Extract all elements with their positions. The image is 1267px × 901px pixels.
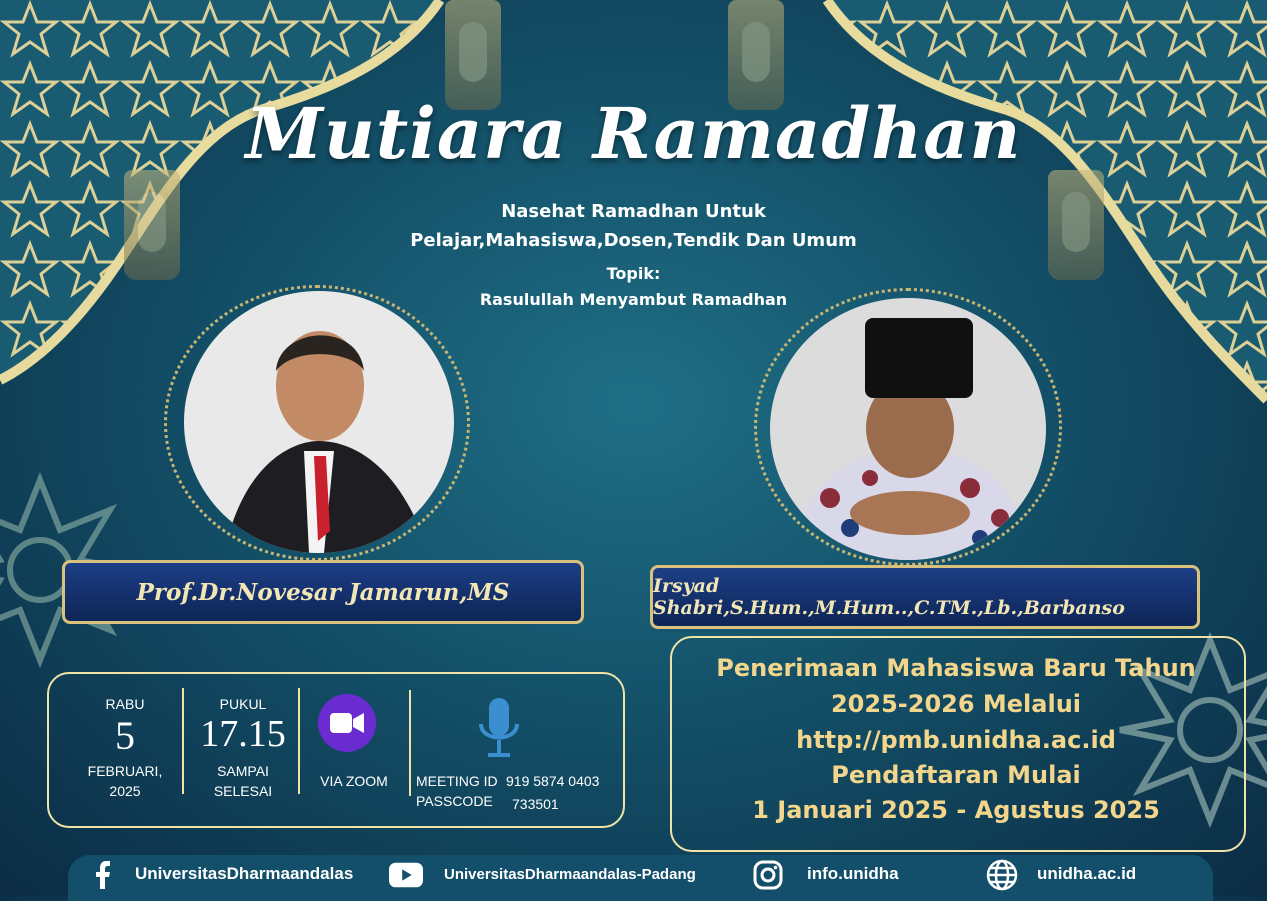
speaker-1-name-plate xyxy=(62,560,584,624)
youtube-channel[interactable]: UniversitasDharmaandalas-Padang xyxy=(444,866,696,883)
admission-line-1: Penerimaan Mahasiswa Baru Tahun xyxy=(716,654,1196,682)
time-end-line-2: SELESAI xyxy=(213,783,273,799)
time-value: 17.15 xyxy=(200,713,286,755)
topic-text: Rasulullah Menyambut Ramadhan xyxy=(479,290,788,309)
time-end-line-1: SAMPAI xyxy=(217,763,269,779)
passcode-value: 733501 xyxy=(512,796,559,812)
admission-url[interactable]: http://pmb.unidha.ac.id xyxy=(796,726,1116,754)
divider xyxy=(409,690,411,796)
speaker-1-name: Prof.Dr.Novesar Jamarun,MS xyxy=(136,578,510,606)
speaker-2-photo xyxy=(770,298,1046,560)
globe-icon[interactable] xyxy=(985,860,1019,890)
event-title: Mutiara Ramadhan xyxy=(245,92,1022,175)
divider xyxy=(182,688,184,794)
speaker-2-name-plate xyxy=(650,565,1200,629)
subtitle-line-2: Pelajar,Mahasiswa,Dosen,Tendik Dan Umum xyxy=(410,230,857,251)
date-number: 5 xyxy=(115,713,135,758)
month-label: FEBRUARI, xyxy=(87,763,163,779)
zoom-icon xyxy=(318,694,376,752)
instagram-icon[interactable] xyxy=(751,860,785,890)
admission-line-4: Pendaftaran Mulai xyxy=(831,761,1081,789)
meeting-id-value: 919 5874 0403 xyxy=(506,773,600,789)
facebook-icon[interactable] xyxy=(86,860,120,890)
youtube-icon[interactable] xyxy=(389,860,423,890)
speaker-1-photo xyxy=(184,291,454,553)
topic-label: Topik: xyxy=(606,264,661,283)
day-label: RABU xyxy=(105,696,145,712)
admission-dates: 1 Januari 2025 - Agustus 2025 xyxy=(752,796,1160,824)
passcode-label: PASSCODE xyxy=(416,793,493,809)
facebook-handle[interactable]: UniversitasDharmaandalas xyxy=(135,864,354,883)
admission-line-2: 2025-2026 Melalui xyxy=(830,690,1082,718)
website-link[interactable]: unidha.ac.id xyxy=(1037,864,1137,883)
subtitle-line-1: Nasehat Ramadhan Untuk xyxy=(501,201,766,222)
platform-label: VIA ZOOM xyxy=(320,773,388,789)
speaker-2-name: Irsyad Shabri,S.Hum.,M.Hum..,C.TM.,Lb.,Barbanso xyxy=(653,575,1125,619)
instagram-handle[interactable]: info.unidha xyxy=(807,864,899,883)
year-label: 2025 xyxy=(109,783,141,799)
meeting-id-label: MEETING ID xyxy=(416,773,498,789)
time-label: PUKUL xyxy=(219,696,267,712)
microphone-icon xyxy=(476,698,522,760)
